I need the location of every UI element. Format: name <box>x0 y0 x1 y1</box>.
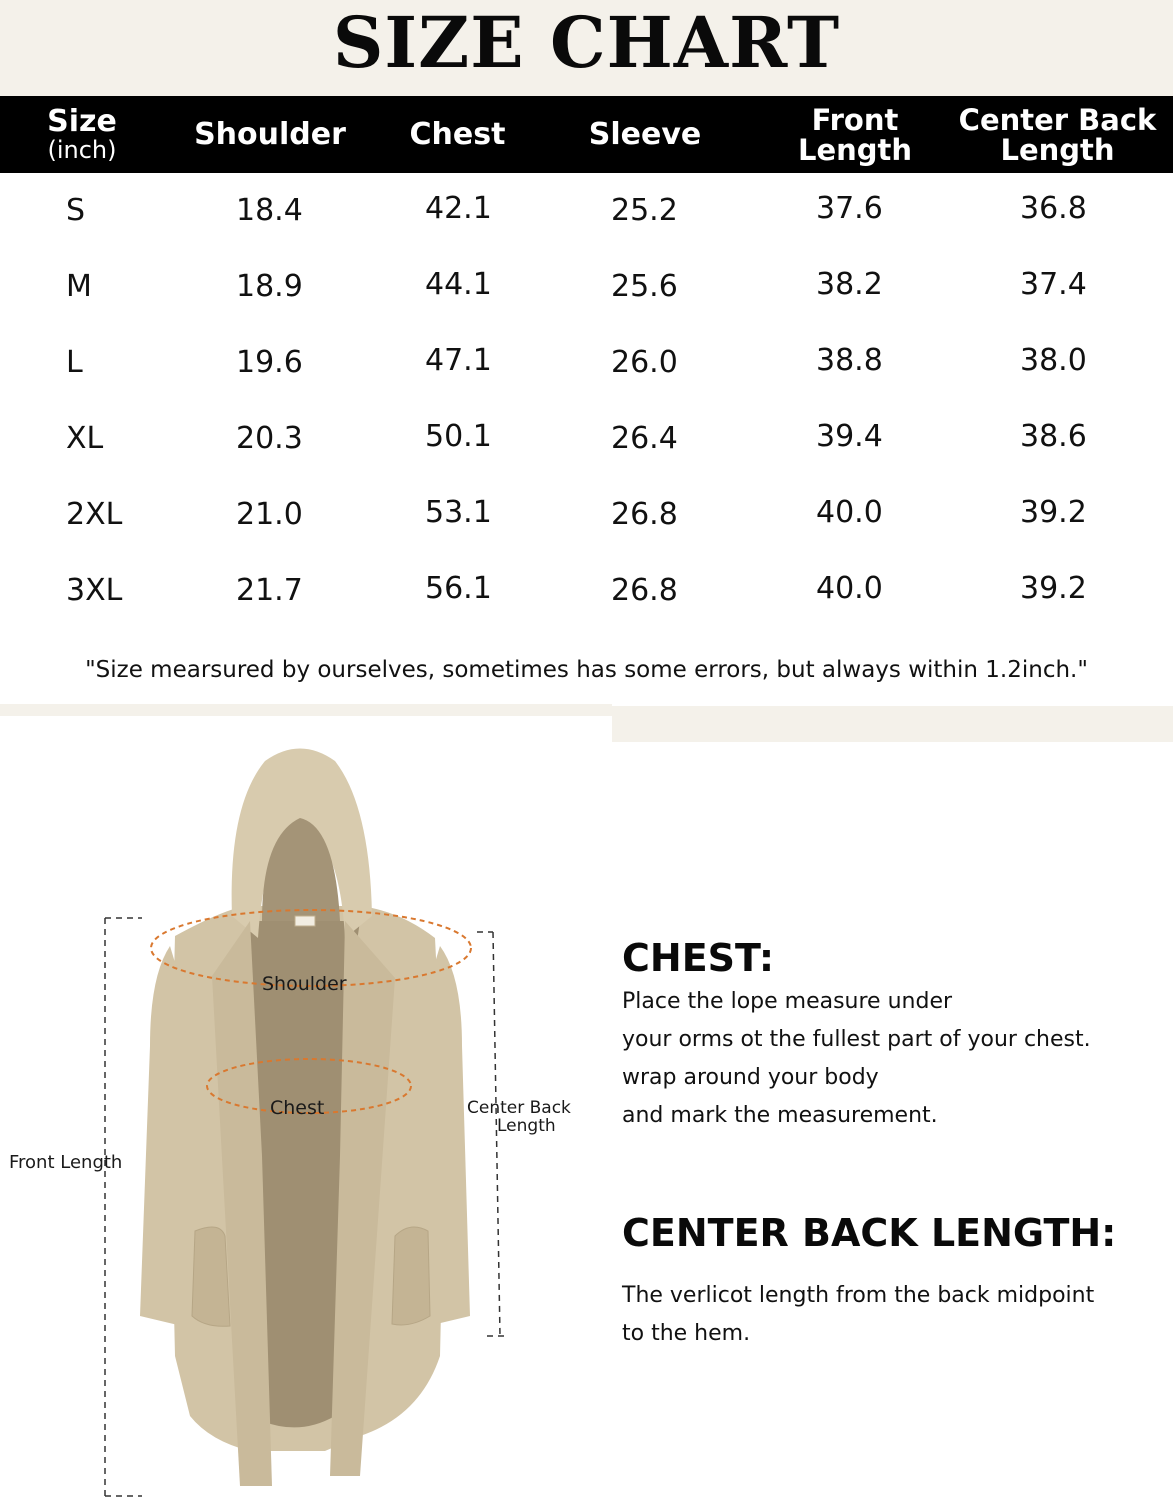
cell-center-back-length: 36.8 <box>1020 191 1087 226</box>
cell-chest: 47.1 <box>425 343 492 378</box>
cell-size: XL <box>66 421 104 456</box>
cell-front-length: 37.6 <box>816 191 883 226</box>
chest-text-line: and mark the measurement. <box>622 1103 938 1128</box>
cell-size: 2XL <box>66 497 123 532</box>
front-length-guide <box>105 918 142 1496</box>
header-center-back-length-line1: Center Back <box>958 102 1157 137</box>
cell-center-back-length: 38.6 <box>1020 419 1087 454</box>
chest-text-line: Place the lope measure under <box>622 989 953 1014</box>
cell-sleeve: 26.8 <box>611 497 678 532</box>
cell-sleeve: 26.8 <box>611 573 678 608</box>
cell-shoulder: 20.3 <box>236 421 303 456</box>
table-row <box>0 477 1173 553</box>
center-back-length-heading: CENTER BACK LENGTH: <box>622 1211 1117 1255</box>
measurement-note: "Size mearsured by ourselves, sometimes has some errors, but always within 1.2inch." <box>85 657 1088 683</box>
table-row <box>0 325 1173 401</box>
center-back-label-line2: Length <box>497 1116 556 1136</box>
header-size <box>22 96 142 173</box>
cell-center-back-length: 38.0 <box>1020 343 1087 378</box>
header-front-length <box>770 96 940 173</box>
cell-chest: 42.1 <box>425 191 492 226</box>
header-chest <box>385 96 530 173</box>
garment-illustration <box>0 716 612 1500</box>
cell-size: M <box>66 269 92 304</box>
cell-shoulder: 21.0 <box>236 497 303 532</box>
header-size-unit: (inch) <box>47 135 117 164</box>
chest-label: Chest <box>270 1097 325 1119</box>
section-divider-left <box>0 704 612 716</box>
chest-text-line: wrap around your body <box>622 1065 879 1090</box>
section-divider-right <box>612 706 1173 742</box>
shoulder-label: Shoulder <box>262 973 347 995</box>
header-center-back-length <box>945 96 1170 173</box>
cell-sleeve: 26.4 <box>611 421 678 456</box>
cell-shoulder: 19.6 <box>236 345 303 380</box>
cell-size: L <box>66 345 83 380</box>
header-front-length-line2: Length <box>797 132 913 167</box>
center-back-label-line1: Center Back <box>467 1098 571 1118</box>
cell-sleeve: 25.2 <box>611 193 678 228</box>
table-row <box>0 553 1173 629</box>
table-header <box>0 96 1173 173</box>
chest-heading: CHEST: <box>622 936 775 980</box>
cell-front-length: 39.4 <box>816 419 883 454</box>
cell-center-back-length: 37.4 <box>1020 267 1087 302</box>
size-table-body <box>0 173 1173 629</box>
cell-chest: 44.1 <box>425 267 492 302</box>
center-back-text-line: The verlicot length from the back midpoint <box>622 1283 1095 1308</box>
header-shoulder <box>180 96 360 173</box>
center-back-text-line: to the hem. <box>622 1321 751 1346</box>
table-row <box>0 173 1173 249</box>
cell-center-back-length: 39.2 <box>1020 571 1087 606</box>
cell-sleeve: 25.6 <box>611 269 678 304</box>
cell-size: 3XL <box>66 573 123 608</box>
cell-center-back-length: 39.2 <box>1020 495 1087 530</box>
cell-front-length: 40.0 <box>816 495 883 530</box>
header-shoulder-label: Shoulder <box>194 116 346 152</box>
cell-size: S <box>66 193 86 228</box>
cell-shoulder: 18.4 <box>236 193 303 228</box>
cell-chest: 53.1 <box>425 495 492 530</box>
chest-text-line: your orms ot the fullest part of your chest. <box>622 1027 1091 1052</box>
header-size-label: Size <box>47 103 117 139</box>
front-length-label: Front Length <box>9 1152 123 1173</box>
cell-front-length: 40.0 <box>816 571 883 606</box>
cell-chest: 56.1 <box>425 571 492 606</box>
cell-front-length: 38.8 <box>816 343 883 378</box>
header-sleeve-label: Sleeve <box>588 116 702 152</box>
table-row <box>0 401 1173 477</box>
header-chest-label: Chest <box>409 116 506 152</box>
header-front-length-line1: Front <box>811 102 899 137</box>
cell-shoulder: 21.7 <box>236 573 303 608</box>
header-sleeve <box>570 96 720 173</box>
cell-front-length: 38.2 <box>816 267 883 302</box>
page-title: SIZE CHART <box>332 1 841 84</box>
cell-chest: 50.1 <box>425 419 492 454</box>
cell-shoulder: 18.9 <box>236 269 303 304</box>
table-row <box>0 249 1173 325</box>
cell-sleeve: 26.0 <box>611 345 678 380</box>
header-center-back-length-line2: Length <box>1000 132 1115 167</box>
